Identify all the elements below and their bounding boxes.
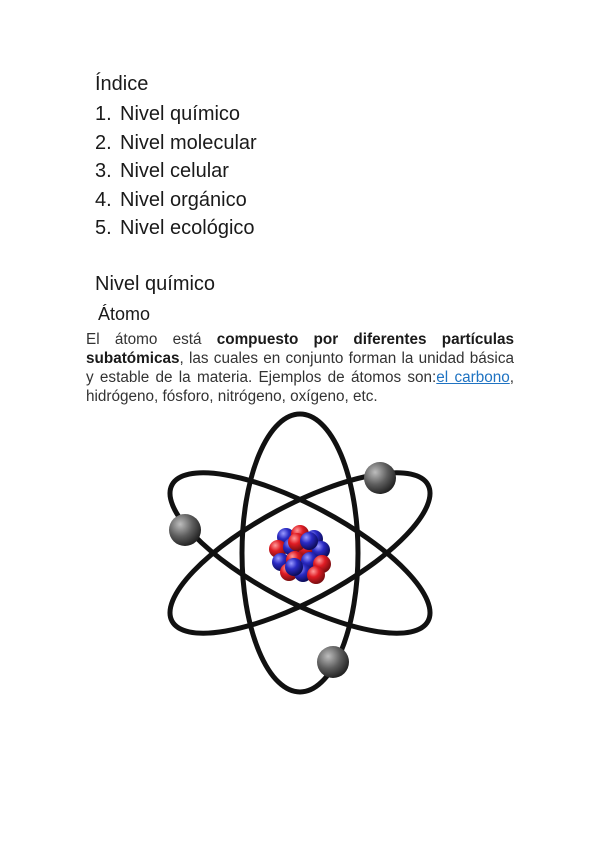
index-item-ecologico <box>95 214 257 243</box>
index-item-quimico <box>95 100 257 129</box>
index-item-number: 5. <box>95 217 112 239</box>
electron <box>317 646 349 678</box>
paragraph-middle: , las cuales en conjunto forman la unidad básica y estable de la materia. Ejemplos de átomos son: <box>86 350 514 386</box>
atom-description <box>86 330 514 406</box>
index-item-molecular <box>95 129 257 158</box>
index-item-label: Nivel ecológico <box>120 217 255 239</box>
index-item-number: 3. <box>95 160 112 182</box>
electron <box>364 462 396 494</box>
index-item-label: Nivel molecular <box>120 131 257 154</box>
carbon-link[interactable]: el carbono <box>436 369 510 386</box>
paragraph-intro: El átomo está <box>86 331 217 348</box>
paragraph-bold: compuesto por diferentes partículas subatómicas <box>86 331 515 367</box>
index-item-organico <box>95 186 257 215</box>
index-item-label: Nivel celular <box>120 160 229 182</box>
neutron <box>300 532 318 550</box>
subsection-title: Átomo <box>98 304 151 324</box>
index-item-celular <box>95 157 257 186</box>
index-list <box>95 100 257 243</box>
index-item-number: 2. <box>95 131 112 154</box>
index-item-number: 1. <box>95 103 112 125</box>
paragraph-ending: , hidrógeno, fósforo, nitrógeno, oxígeno, etc. <box>86 369 514 405</box>
proton <box>307 566 325 584</box>
index-item-number: 4. <box>95 188 112 211</box>
electron <box>169 514 201 546</box>
index-heading: Índice <box>95 73 149 95</box>
section-title: Nivel químico <box>95 273 216 295</box>
atom-icon <box>150 408 450 698</box>
nucleus <box>269 525 331 584</box>
index-item-label: Nivel químico <box>120 103 241 125</box>
neutron <box>285 558 303 576</box>
index-item-label: Nivel orgánico <box>120 188 247 211</box>
